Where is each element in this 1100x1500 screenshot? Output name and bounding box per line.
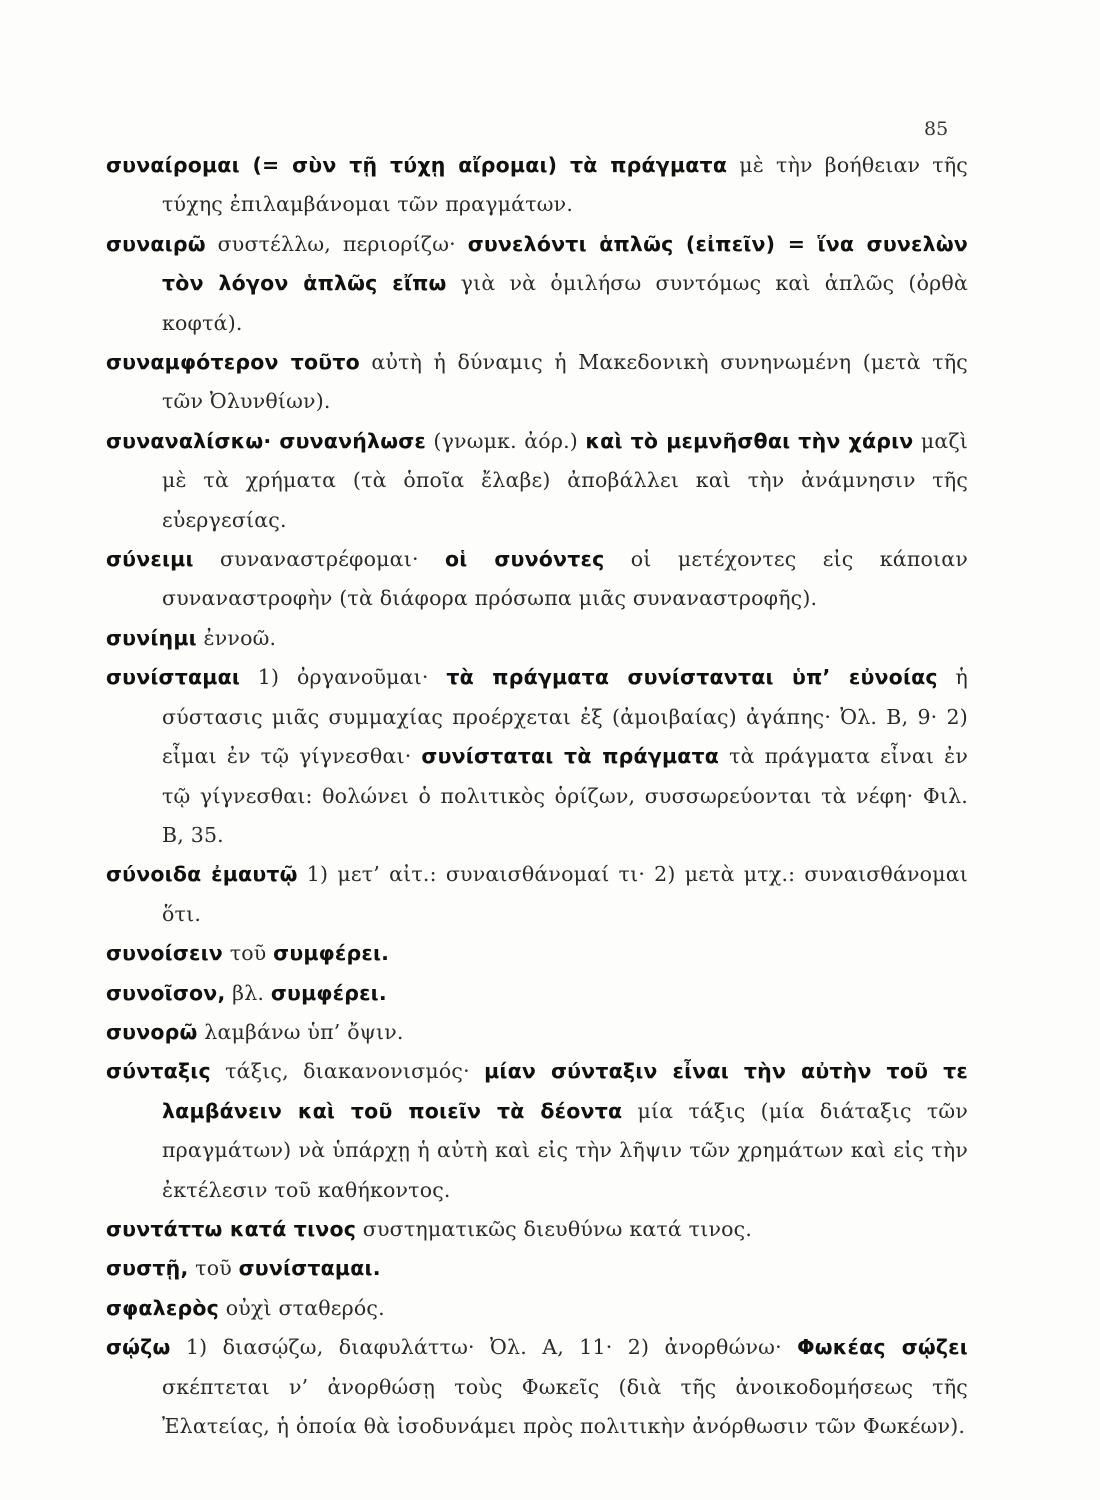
glossary-entry (106, 225, 968, 343)
headword-text: συνίσταμαι (106, 665, 241, 690)
definition-text: συστηματικῶς διευθύνω κατά τινος. (356, 1216, 753, 1241)
headword-text: συνίσταμαι. (238, 1256, 381, 1281)
glossary-entry (106, 974, 968, 1013)
headword-text: συμφέρει. (270, 980, 387, 1005)
headword-text: οἱ συνόντες (444, 547, 605, 572)
glossary-entry (106, 1013, 968, 1052)
definition-text: λαμβάνω ὑπ’ ὄψιν. (197, 1019, 404, 1044)
headword-text: συναιρῶ (106, 231, 206, 256)
headword-text: καὶ τὸ μεμνῆσθαι τὴν χάριν (585, 428, 914, 453)
headword-text: σῴζω (106, 1335, 171, 1360)
headword-text: Φωκέας σῴζει (797, 1335, 968, 1360)
definition-text: γιὰ νὰ ὁμιλήσω συντόμως καὶ ἁπλῶς (ὀρθὰ κοφτά). (162, 271, 968, 335)
headword-text: συναίρομαι (= σὺν τῇ τύχῃ αἴρομαι) τὰ πράγματα (106, 153, 728, 177)
headword-text: συναμφότερον τοῦτο (106, 350, 360, 375)
glossary-entry (106, 855, 968, 934)
definition-text: 1) διασῴζω, διαφυλάττω· Ὀλ. Α, 11· 2) ἀνορθώνω· (170, 1335, 798, 1360)
glossary-entry (106, 658, 968, 855)
definition-text: ἐννοῶ. (196, 625, 277, 650)
headword-text: σύνειμι (106, 547, 194, 572)
definition-text: ἡ σύστασις μιᾶς συμμαχίας προέρχεται ἐξ (ἀμοιβαίας) ἀγάπης· Ὀλ. Β, 9· 2) εἶμαι ἐν τῷ γίγνεσθαι· (162, 665, 968, 769)
definition-text: τοῦ (188, 1256, 239, 1281)
headword-text: συνοῖσον, (106, 980, 226, 1005)
headword-text: συνορῶ (106, 1019, 198, 1044)
glossary-entry (106, 1249, 968, 1288)
headword-text: συντάττω κατά τινος (106, 1216, 357, 1241)
definition-text: (γνωμκ. ἀόρ.) (426, 428, 586, 453)
glossary-entry (106, 343, 968, 422)
definition-text: συναναστρέφομαι· (193, 547, 445, 572)
headword-text: τὰ πράγματα συνίστανται ὑπ’ εὐνοίας (446, 665, 938, 690)
definition-text: βλ. (225, 980, 271, 1005)
glossary-entry (106, 619, 968, 658)
glossary-entry (106, 1052, 968, 1210)
definition-text: σκέπτεται ν’ ἀνορθώσῃ τοὺς Φωκεῖς (διὰ τῆς ἀνοικοδομήσεως τῆς Ἐλατείας, ἡ ὁποία θὰ ἰσοδυνάμει πρὸς πολιτικὴν ἀνόρθωσιν τῶν Φωκέων). (162, 1374, 968, 1438)
headword-text: συναναλίσκω· συνανήλωσε (106, 428, 426, 453)
headword-text: συστῇ, (106, 1256, 189, 1281)
definition-text: μὲ τὴν βοήθειαν τῆς τύχης ἐπιλαμβάνομαι τῶν πραγμάτων. (162, 153, 968, 217)
glossary-entry (106, 146, 968, 225)
definition-text: τάξις, διακανονισμός· (210, 1059, 485, 1084)
glossary-entry (106, 1210, 968, 1249)
glossary-entry (106, 422, 968, 540)
headword-text: συνελόντι ἁπλῶς (εἰπεῖν) = ἵνα συνελὼν τὸν λόγον ἁπλῶς εἴπω (162, 231, 968, 296)
headword-text: σφαλερὸς (106, 1295, 219, 1320)
definition-text: 1) μετ’ αἰτ.: συναισθάνομαί τι· 2) μετὰ μτχ.: συναισθάνομαι ὅτι. (162, 862, 968, 926)
page-number: 85 (924, 118, 949, 140)
glossary-entry (106, 934, 968, 973)
headword-text: συμφέρει. (273, 941, 390, 966)
definition-text: οἱ μετέχοντες εἰς κάποιαν συναναστροφὴν (τὰ διάφορα πρόσωπα μιᾶς συναναστροφῆς). (162, 547, 968, 611)
definition-text: μαζὶ μὲ τὰ χρήματα (τὰ ὁποῖα ἔλαβε) ἀποβάλλει καὶ τὴν ἀνάμνησιν τῆς εὐεργεσίας. (162, 428, 968, 532)
headword-text: μίαν σύνταξιν εἶναι τὴν αὐτὴν τοῦ τε λαμβάνειν καὶ τοῦ ποιεῖν τὰ δέοντα (162, 1059, 969, 1123)
definition-text: συστέλλω, περιορίζω· (205, 231, 468, 256)
definition-text: οὐχὶ σταθερός. (218, 1295, 385, 1320)
definition-text: τοῦ (222, 941, 274, 966)
definition-text: μία τάξις (μία διάταξις τῶν πραγμάτων) νὰ ὑπάρχῃ ἡ αὐτὴ καὶ εἰς τὴν λῆψιν τῶν χρημάτων καὶ εἰς τὴν ἐκτέλεσιν τοῦ καθήκοντος. (162, 1098, 968, 1202)
headword-text: σύνταξις (106, 1059, 211, 1084)
headword-text: συνοίσειν (106, 941, 223, 966)
glossary-entry (106, 1328, 968, 1446)
headword-text: σύνοιδα ἐμαυτῷ (106, 862, 298, 887)
glossary-entries (106, 146, 968, 1446)
headword-text: συνίημι (106, 625, 197, 650)
definition-text: αὐτὴ ἡ δύναμις ἡ Μακεδονικὴ συνηνωμένη (μετὰ τῆς τῶν Ὀλυνθίων). (162, 350, 968, 414)
glossary-entry (106, 540, 968, 619)
headword-text: συνίσταται τὰ πράγματα (421, 744, 720, 769)
definition-text: 1) ὀργανοῦμαι· (240, 665, 447, 690)
glossary-entry (106, 1289, 968, 1328)
definition-text: τὰ πράγματα εἶναι ἐν τῷ γίγνεσθαι: θολώνει ὁ πολιτικὸς ὁρίζων, συσσωρεύονται τὰ νέφη· Φιλ. Β, 35. (162, 744, 968, 847)
